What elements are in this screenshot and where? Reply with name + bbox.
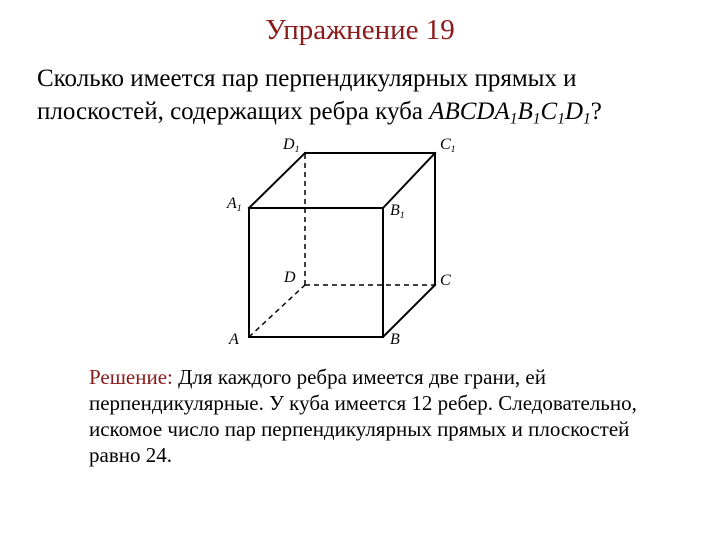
edge-b1c1 <box>383 153 435 208</box>
problem-text: Сколько имеется пар перпендикулярных прямых и плоскостей, содержащих ребра куба <box>37 65 577 125</box>
label-b: B <box>390 331 400 348</box>
label-d: D <box>284 269 296 286</box>
solution-label: Решение: <box>89 365 173 389</box>
label-c1: $C_1$ <box>440 136 456 155</box>
solution-text: Для каждого ребра имеется две грани, ей перпендикулярные. У куба имеется 12 ребер. Следовательно, искомое число пар перпендикулярных прямых и плоскостей равно 24. <box>89 365 637 467</box>
edge-ad-hidden <box>249 285 305 337</box>
slide-title: Упражнение 19 <box>265 14 455 46</box>
cube-name: $ABCDA_1B_1C_1D_1$ <box>429 98 591 128</box>
edge-a1d1 <box>249 153 305 208</box>
label-a: A <box>229 331 239 348</box>
label-a1: $A_1$ <box>227 195 242 214</box>
question-mark: ? <box>590 98 602 125</box>
label-b1: $B_1$ <box>390 202 405 221</box>
edge-bc <box>383 285 435 337</box>
label-c: C <box>440 272 451 289</box>
label-d1: $D_1$ <box>283 136 300 155</box>
solution-block <box>89 364 649 468</box>
